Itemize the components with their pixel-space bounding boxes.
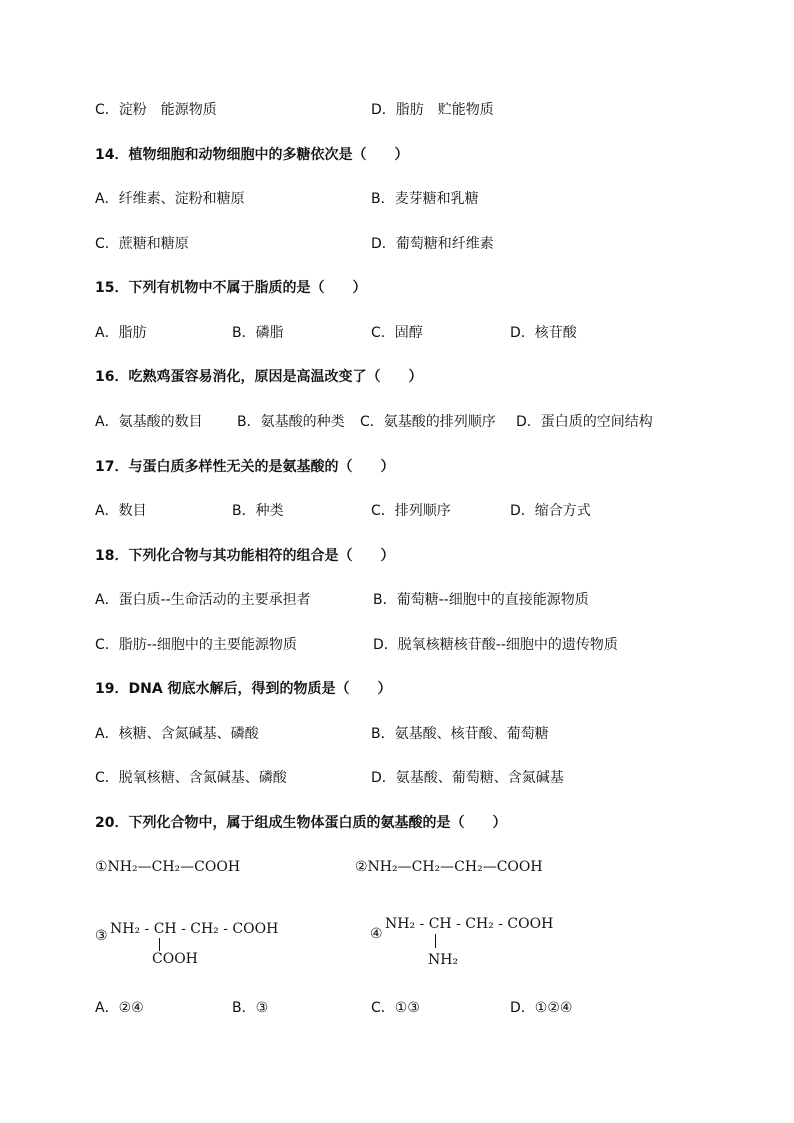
formula-3-main: NH₂ - CH - CH₂ - COOH	[110, 921, 279, 937]
question-stem: 20．下列化合物中，属于组成生物体蛋白质的氨基酸的是（ ）	[95, 815, 507, 831]
answer-option: D．核苷酸	[510, 325, 577, 341]
answer-option: A．纤维素、淀粉和糖原	[95, 191, 245, 207]
answer-option: D．脂肪 贮能物质	[371, 102, 494, 118]
formula-2: ②NH₂—CH₂—CH₂—COOH	[355, 859, 543, 875]
question-stem: 15．下列有机物中不属于脂质的是（ ）	[95, 280, 367, 296]
answer-option: D．蛋白质的空间结构	[516, 414, 653, 430]
formula-3-sub: COOH	[152, 951, 198, 967]
answer-option: C．氨基酸的排列顺序	[360, 414, 496, 430]
answer-option: B．种类	[232, 503, 284, 519]
formula-3	[95, 918, 315, 978]
answer-option: C．脱氧核糖、含氮碱基、磷酸	[95, 770, 287, 786]
formula-3-number: ③	[95, 928, 108, 944]
formula-4-sub: NH₂	[428, 952, 459, 968]
answer-option: C．蔗糖和糖原	[95, 236, 189, 252]
answer-option: D．缩合方式	[510, 503, 591, 519]
answer-option: B．葡萄糖--细胞中的直接能源物质	[373, 592, 589, 608]
answer-option: C．淀粉 能源物质	[95, 102, 217, 118]
answer-option: C．固醇	[371, 325, 423, 341]
question-stem: 17．与蛋白质多样性无关的是氨基酸的（ ）	[95, 459, 395, 475]
answer-option: C．①③	[371, 1000, 420, 1016]
question-stem: 19．DNA 彻底水解后，得到的物质是（ ）	[95, 681, 392, 697]
answer-option: B．③	[232, 1000, 269, 1016]
answer-option: A．氨基酸的数目	[95, 414, 203, 430]
answer-option: A．②④	[95, 1000, 144, 1016]
answer-option: D．脱氧核糖核苷酸--细胞中的遗传物质	[373, 637, 618, 653]
answer-option: A．数目	[95, 503, 147, 519]
formula-3-bond	[159, 938, 160, 951]
answer-option: B．麦芽糖和乳糖	[371, 191, 479, 207]
answer-option: B．磷脂	[232, 325, 284, 341]
question-stem: 18．下列化合物与其功能相符的组合是（ ）	[95, 548, 395, 564]
answer-option: C．排列顺序	[371, 503, 451, 519]
formula-4-main: NH₂ - CH - CH₂ - COOH	[385, 916, 554, 932]
answer-option: A．核糖、含氮碱基、磷酸	[95, 726, 259, 742]
answer-option: D．①②④	[510, 1000, 573, 1016]
answer-option: D．葡萄糖和纤维素	[371, 236, 494, 252]
answer-option: D．氨基酸、葡萄糖、含氮碱基	[371, 770, 564, 786]
formula-1: ①NH₂—CH₂—COOH	[95, 859, 241, 875]
formula-4	[370, 914, 590, 974]
formula-4-bond	[435, 934, 436, 948]
answer-option: A．脂肪	[95, 325, 147, 341]
answer-option: B．氨基酸的种类	[237, 414, 345, 430]
answer-option: B．氨基酸、核苷酸、葡萄糖	[371, 726, 549, 742]
formula-4-number: ④	[370, 926, 383, 942]
question-stem: 16．吃熟鸡蛋容易消化，原因是高温改变了（ ）	[95, 369, 423, 385]
answer-option: A．蛋白质--生命活动的主要承担者	[95, 592, 311, 608]
answer-option: C．脂肪--细胞中的主要能源物质	[95, 637, 297, 653]
question-stem: 14．植物细胞和动物细胞中的多糖依次是（ ）	[95, 147, 409, 163]
